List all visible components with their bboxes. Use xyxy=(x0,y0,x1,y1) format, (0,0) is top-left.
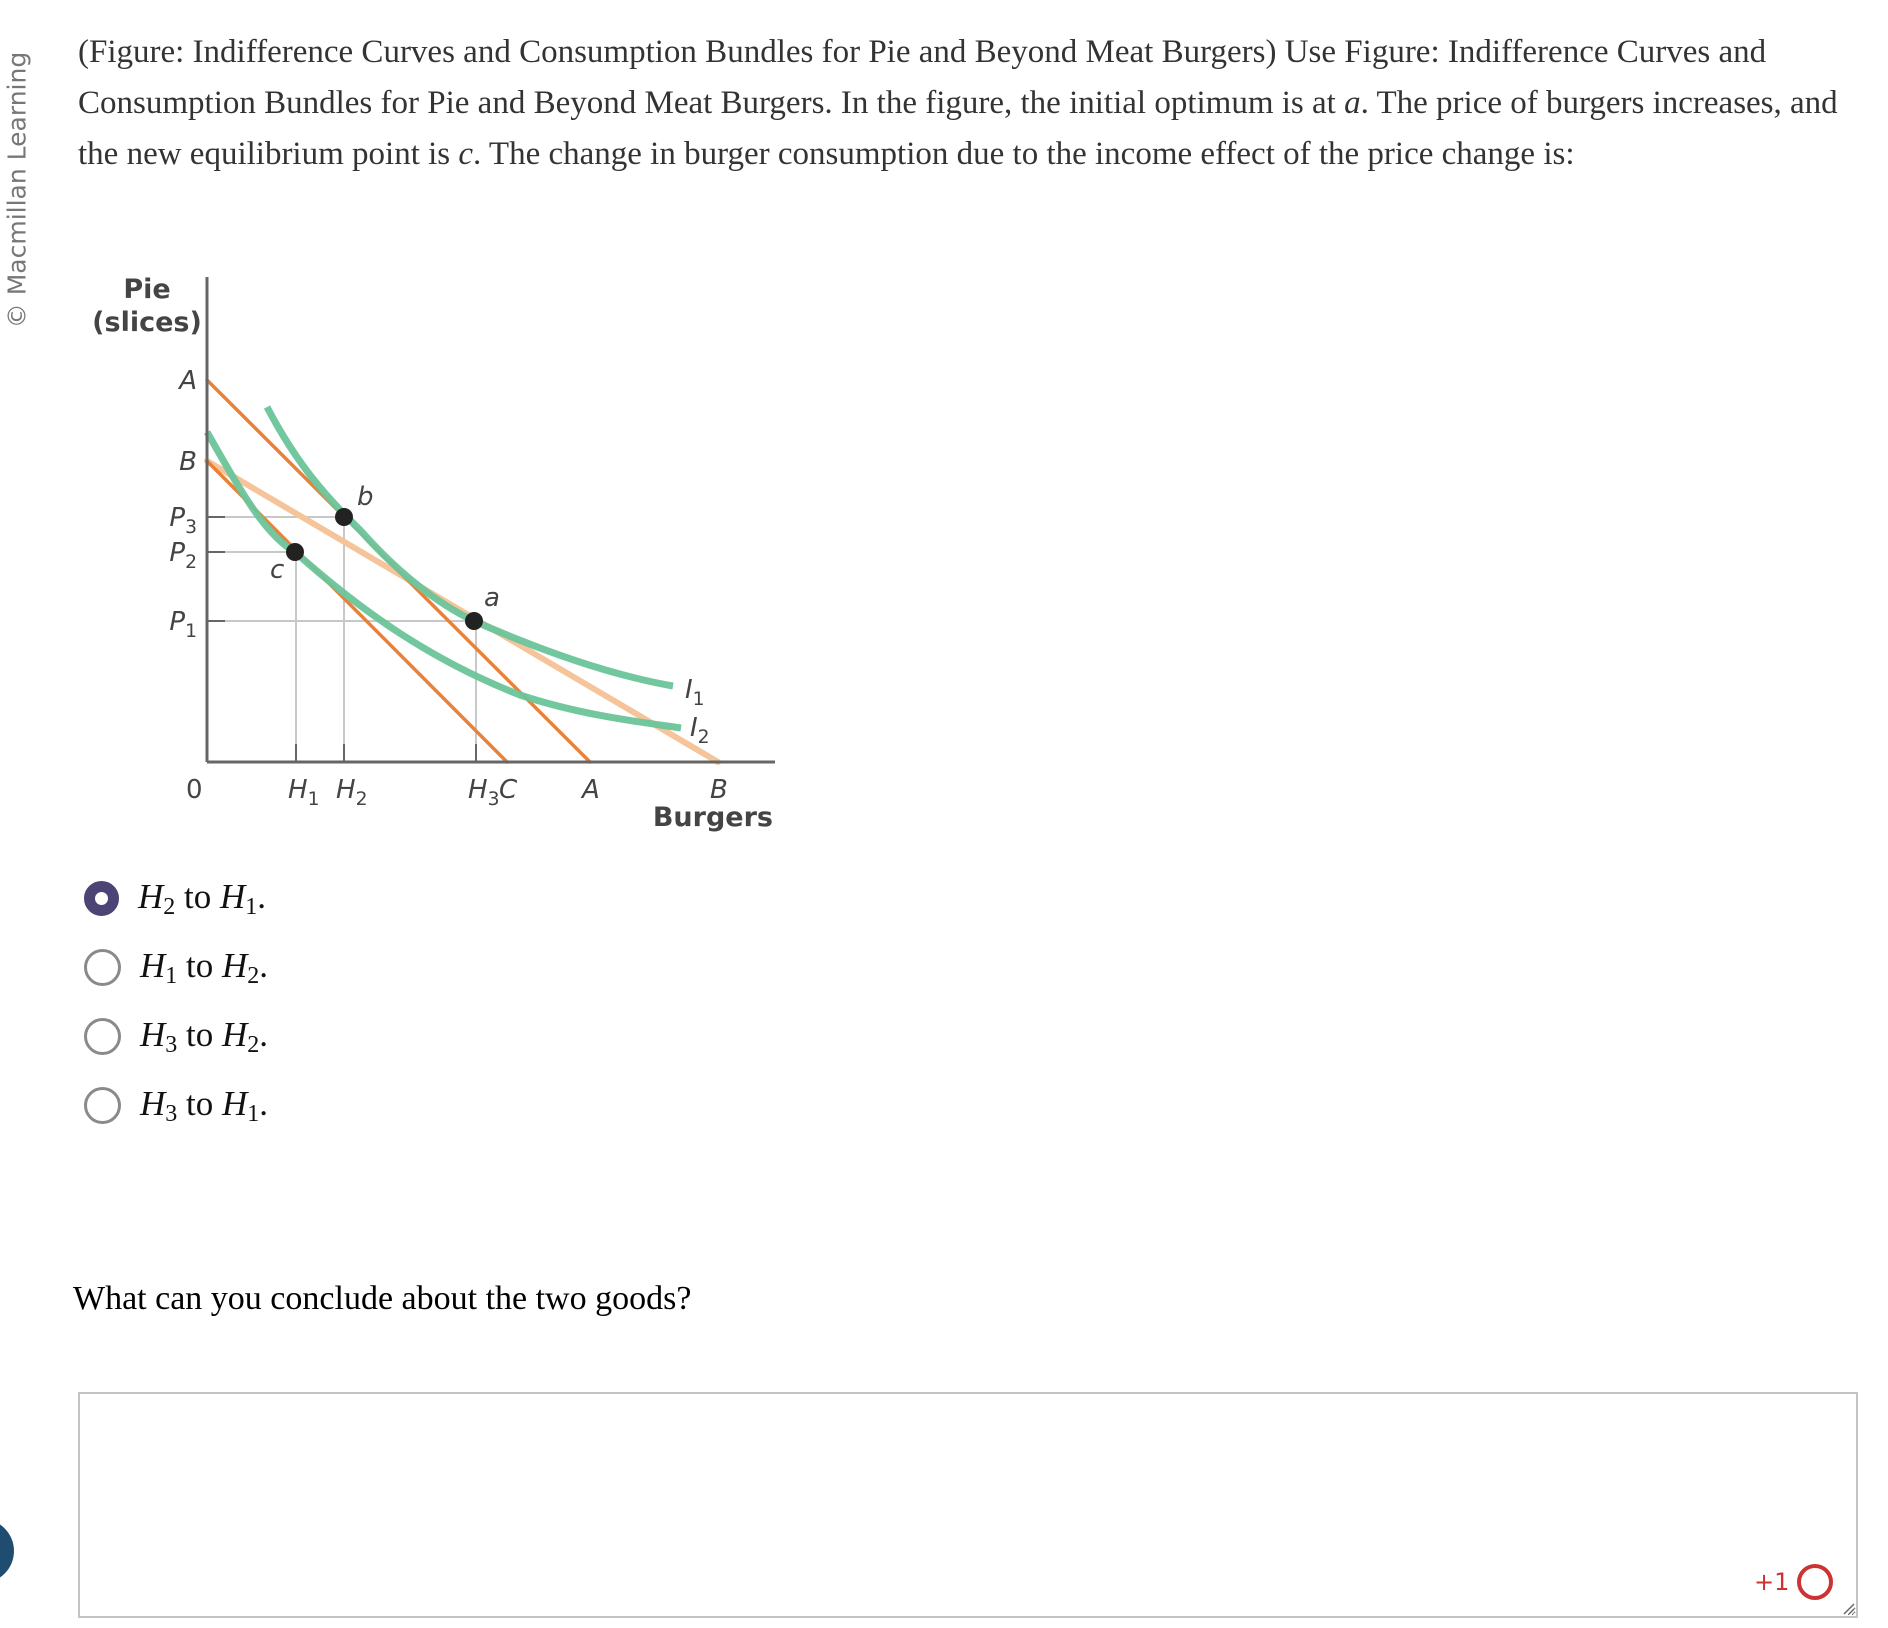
question-variable: a xyxy=(1344,85,1361,121)
point-a xyxy=(465,612,483,630)
option-label: $H_3$ to $H_1$. xyxy=(140,1083,269,1127)
answer-textarea[interactable] xyxy=(78,1392,1858,1618)
x-tick-label: C xyxy=(499,775,518,805)
y-tick-label: $P_2$ xyxy=(169,538,197,573)
points-badge[interactable] xyxy=(1754,1564,1833,1600)
indifference-curve-chart xyxy=(0,0,800,860)
followup-question: What can you conclude about the two goods? xyxy=(73,1280,692,1317)
x-tick-label: A xyxy=(582,775,600,805)
radio-selected-icon[interactable] xyxy=(84,881,119,916)
answer-option[interactable] xyxy=(84,1071,268,1140)
answer-option[interactable] xyxy=(84,933,268,1002)
answer-option[interactable] xyxy=(84,864,268,933)
x-axis-title: Burgers xyxy=(652,802,773,833)
point-label-b: b xyxy=(357,482,374,512)
radio-unselected-icon[interactable] xyxy=(84,1087,121,1124)
y-tick-label: $P_1$ xyxy=(169,607,197,642)
answer-option[interactable] xyxy=(84,1002,268,1071)
option-label: $H_1$ to $H_2$. xyxy=(140,945,269,989)
x-tick-label: $H_3$ xyxy=(468,775,500,810)
y-tick-label: A xyxy=(179,366,197,396)
radio-unselected-icon[interactable] xyxy=(84,1018,121,1055)
curve-label-i2: $I_2$ xyxy=(690,713,710,748)
x-tick-label: $H_2$ xyxy=(336,775,368,810)
watermark-text: © Macmillan Learning xyxy=(2,51,32,329)
points-label: +1 xyxy=(1754,1568,1790,1596)
radio-unselected-icon[interactable] xyxy=(84,949,121,986)
point-b xyxy=(335,508,353,526)
y-tick-label: B xyxy=(179,447,197,477)
answer-options xyxy=(84,864,268,1140)
y-axis-title: Pie xyxy=(123,274,171,305)
point-label-a: a xyxy=(484,583,500,613)
resize-grip-icon[interactable] xyxy=(1843,1603,1855,1615)
point-c xyxy=(286,543,304,561)
origin-label: 0 xyxy=(186,775,203,805)
question-fragment: (Figure: Indifference Curves and Consumption Bundles for Pie and Beyond Meat Burgers) Use Figure: Indifference Curves and Consumption Bundles for Pie and Beyond Meat Burgers. In the figure, the initial optimum is at xyxy=(78,34,1767,121)
y-tick-label: $P_3$ xyxy=(169,503,197,538)
side-nav-circle[interactable] xyxy=(0,1519,14,1583)
option-label: $H_2$ to $H_1$. xyxy=(138,876,267,920)
question-fragment: . The change in burger consumption due to the income effect of the price change is: xyxy=(473,136,1575,172)
question-fragment: . The price of burgers increases, and the new equilibrium point is xyxy=(78,85,1838,172)
x-tick-label: B xyxy=(710,775,728,805)
y-axis-title: (slices) xyxy=(92,307,202,338)
option-label: $H_3$ to $H_2$. xyxy=(140,1014,269,1058)
x-tick-label: $H_1$ xyxy=(288,775,320,810)
curve-label-i1: $I_1$ xyxy=(685,675,705,710)
question-variable: c xyxy=(458,136,474,172)
point-label-c: c xyxy=(270,555,285,585)
status-ring-icon xyxy=(1797,1564,1833,1600)
